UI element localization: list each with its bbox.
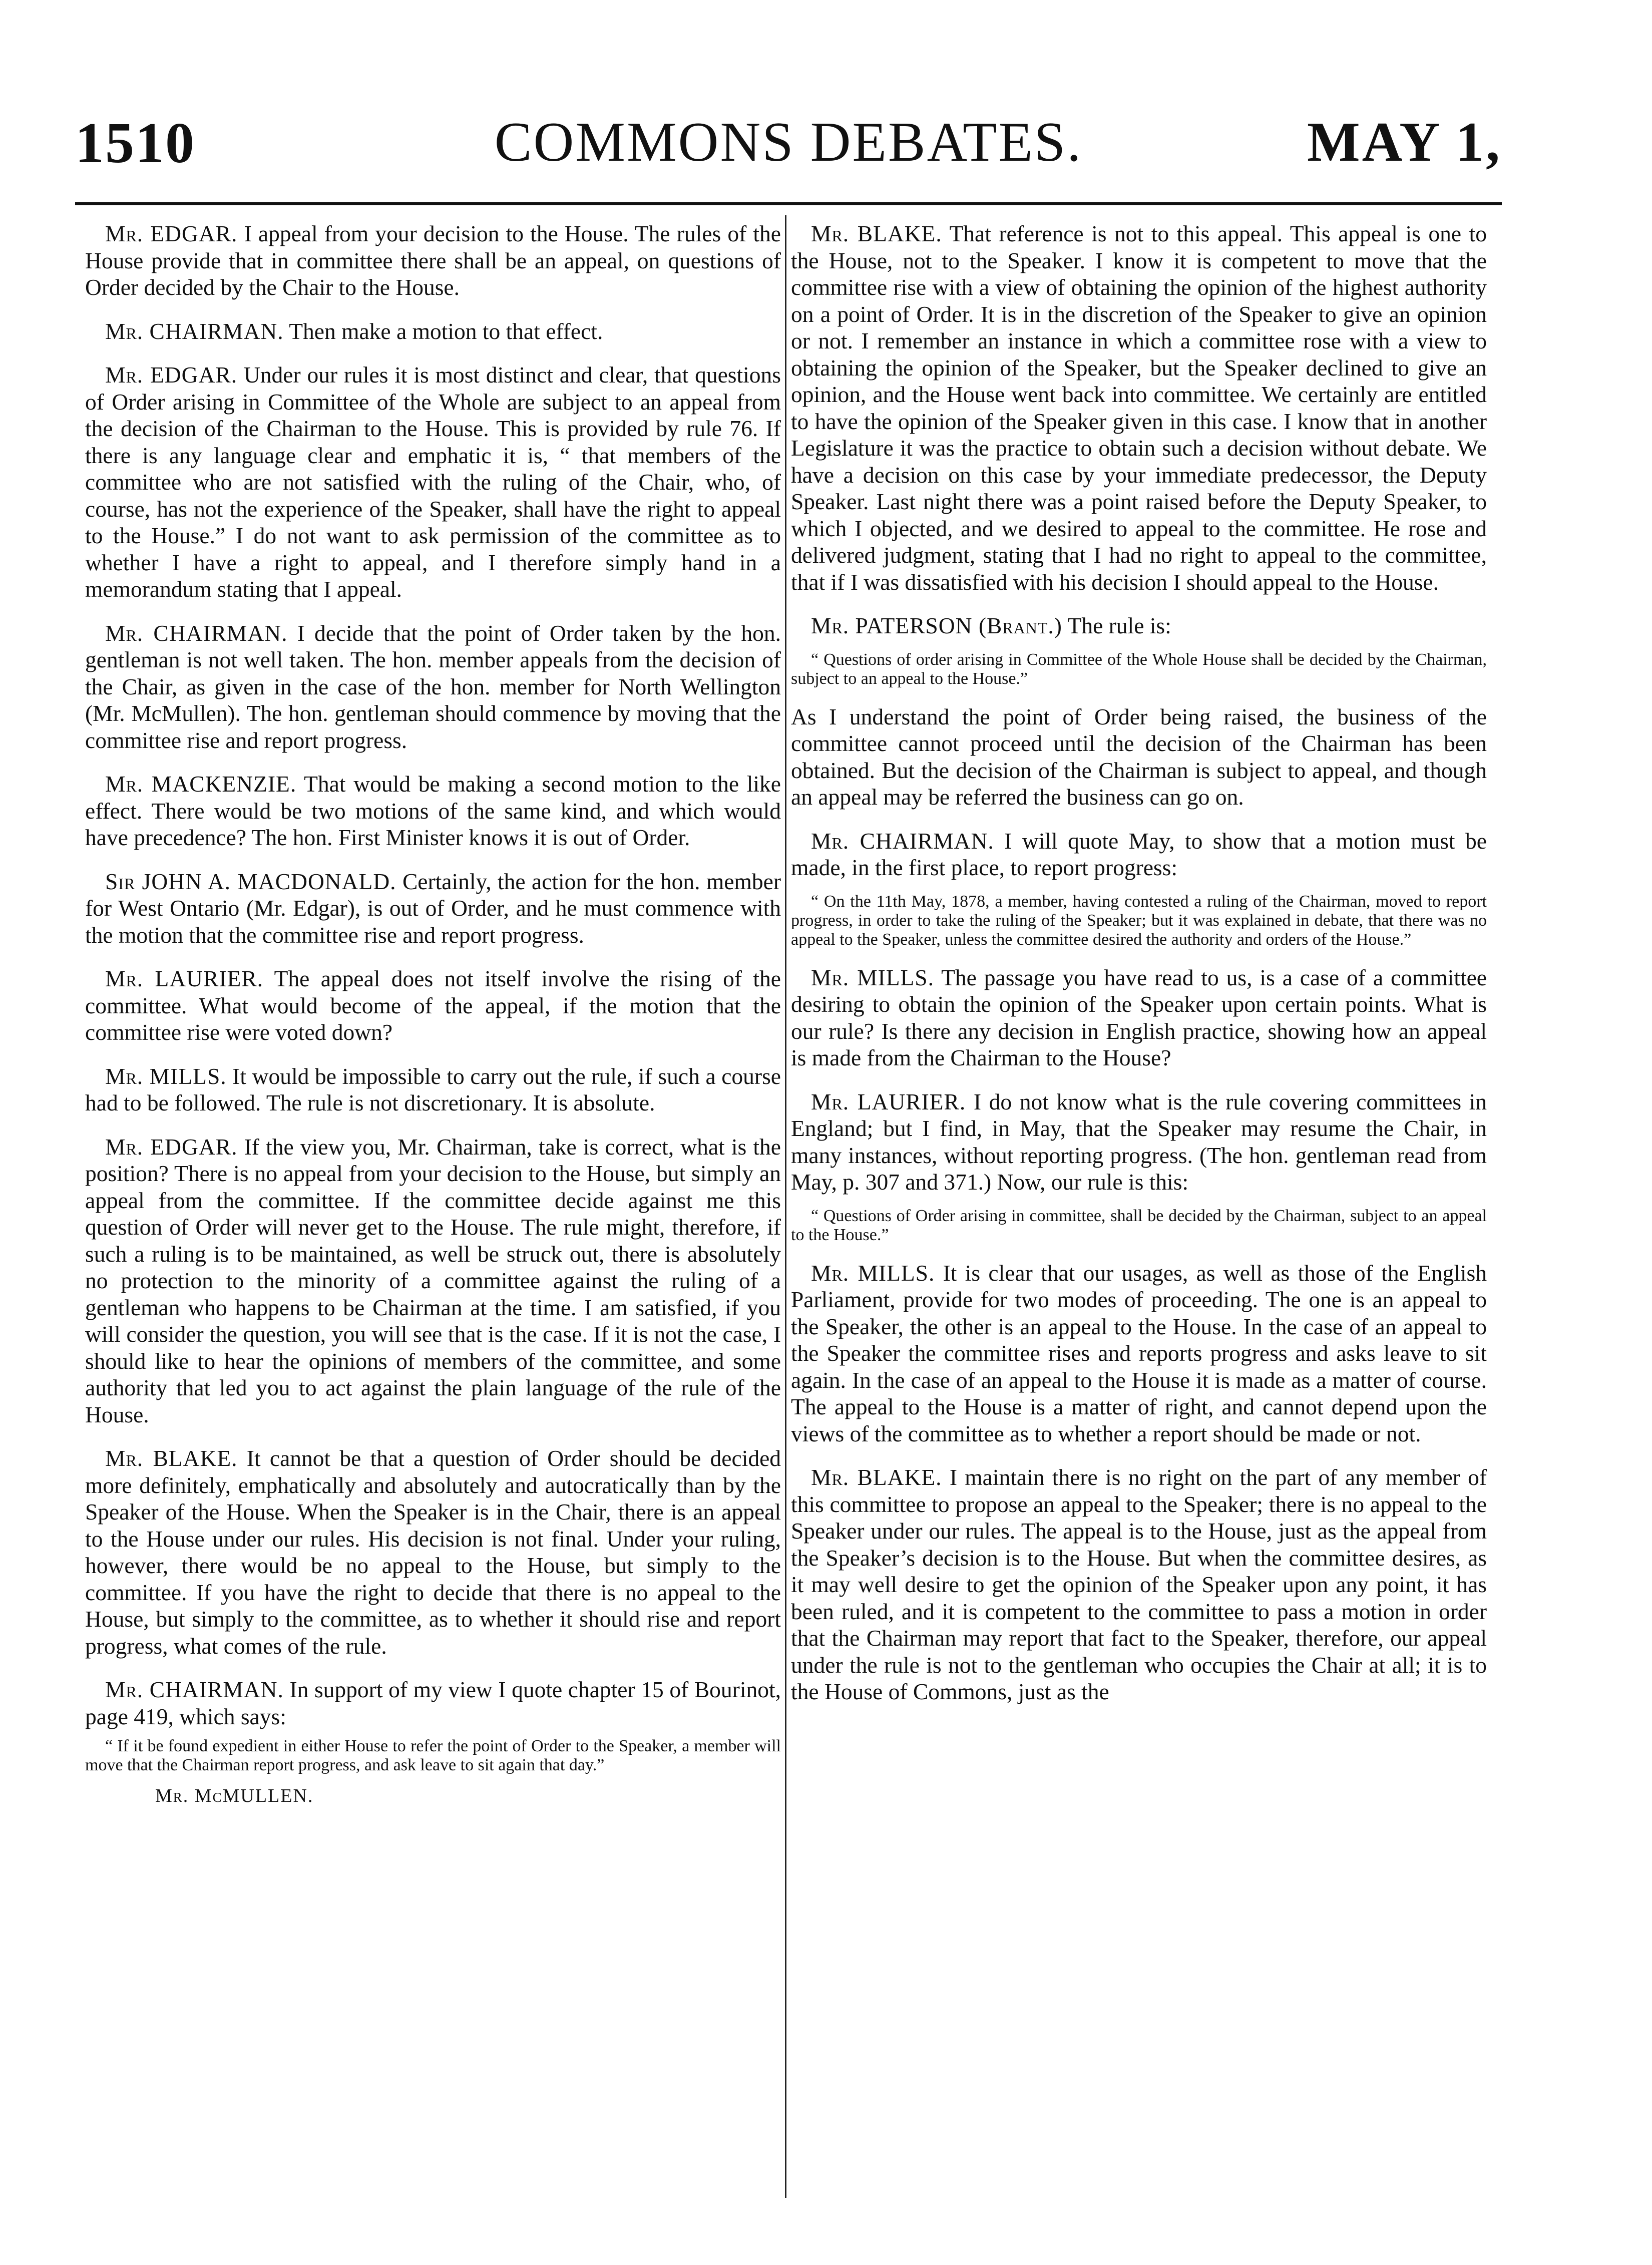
speaker-name: Mr. CHAIRMAN.	[811, 828, 994, 854]
speaker-name: Mr. BLAKE.	[105, 1445, 238, 1471]
speaker-name: Mr. MILLS.	[811, 964, 934, 990]
column-divider	[785, 215, 786, 2198]
speech-text: I do not know what is the rule covering committees in England; but I find, in May, that the Speaker may resume the Chair, in many instances, without reporting progress. (The hon. gentleman read from May, p. 307 and 371.) Now, our rule is this:	[791, 1088, 1487, 1195]
speech-text: That reference is not to this appeal. This appeal is one to the House, not to the Speaker. I know it is competent to move that the committee rise with a view of obtaining the opinion of the highest authority on a point of Order. It is in the discretion of the Speaker to give an opinion or not. I remember an instance in which a committee rose with a view to obtaining the opinion of the Speaker, but the Speaker declined to give an opinion, and the House went back into committee. We certainly are entitled to have the opinion of the Speaker given in this case. I know that in another Legislature it was the practice to obtain such a decision without debate. We have a decision on this case by your immediate predecessor, the Deputy Speaker. Last night there was a point raised before the Deputy Speaker, to which I objected, and we desired to appeal to the committee. He rose and delivered judgment, stating that I had no right to appeal to the committee, that if I was dissatisfied with his decision I should appeal to the House.	[791, 221, 1487, 595]
speech	[85, 1676, 781, 1730]
speech	[791, 220, 1487, 595]
speaker-name: Mr. EDGAR.	[105, 1134, 238, 1160]
speech	[791, 1464, 1487, 1705]
speaker-name: Mr. PATERSON (Brant.)	[811, 613, 1062, 638]
publication-title: COMMONS DEBATES.	[494, 111, 1083, 173]
speech-text: Then make a motion to that effect.	[289, 318, 603, 344]
page-number: 1510	[75, 111, 195, 175]
right-column	[791, 220, 1487, 1722]
speech-text: I will quote May, to show that a motion must be made, in the first place, to report progress:	[791, 828, 1487, 880]
left-column	[85, 220, 781, 1810]
speech-text: I decide that the point of Order taken by the hon. gentleman is not well taken. The hon. member appeals from the decision of the Chair, as given in the case of the hon. member for North Wellington (Mr. McMullen). The hon. gentleman should commence by moving that the committee rise and report progress.	[85, 620, 781, 753]
speaker-name: Mr. LAURIER.	[105, 966, 264, 991]
speech-text: It cannot be that a question of Order should be decided more definitely, emphatically and absolutely and autocratically than by the Speaker of the House. When the Speaker is in the Chair, there is an appeal to the House under our rules. His decision is not final. Under your ruling, however, there would be no appeal to the House, but simply to the committee. If you have the right to decide that there is no appeal to the House, but simply to the committee, as to whether it should rise and report progress, what comes of the rule.	[85, 1445, 781, 1659]
block-quote: “ Questions of Order arising in committee, shall be decided by the Chairman, subject to an appeal to the House.”	[791, 1206, 1487, 1244]
speaker-name: Mr. EDGAR.	[105, 362, 238, 388]
speaker-name: Mr. CHAIRMAN.	[105, 1677, 284, 1702]
speaker-name: Sir JOHN A. MACDONALD.	[105, 868, 396, 894]
speech	[85, 1445, 781, 1659]
speech-text: The passage you have read to us, is a case of a committee desiring to obtain the opinion of the Speaker upon certain points. What is our rule? Is there any decision in English practice, showing how an appeal is made from the Chairman to the House?	[791, 964, 1487, 1070]
speech	[85, 620, 781, 754]
speaker-name: Mr. CHAIRMAN.	[105, 620, 288, 646]
block-quote: “ If it be found expedient in either House to refer the point of Order to the Speaker, a member will move that the Chairman report progress, and ask leave to sit again that day.”	[85, 1737, 781, 1774]
speaker-name: Mr. LAURIER.	[811, 1088, 966, 1114]
speaker-name: Mr. CHAIRMAN.	[105, 318, 284, 344]
speaker-name: Mr. MACKENZIE.	[105, 771, 297, 797]
speech-text: It is clear that our usages, as well as those of the English Parliament, provide for two modes of proceeding. The one is an appeal to the Speaker, the other is an appeal to the House. In the case of an appeal to the Speaker the committee rises and reports progress and asks leave to sit again. In the case of an appeal to the House it is made as a matter of course. The appeal to the House is a matter of right, and cannot depend upon the views of the committee as to whether a report should be made or not.	[791, 1260, 1487, 1446]
speech-text: The rule is:	[1067, 613, 1171, 638]
speaker-name: Mr. MILLS.	[105, 1063, 227, 1089]
speech	[791, 828, 1487, 881]
speaker-name: Mr. MILLS.	[811, 1260, 935, 1286]
running-header	[75, 90, 1502, 190]
header-rule	[75, 202, 1502, 205]
speech-text: It would be impossible to carry out the rule, if such a course had to be followed. The rule is not discretionary. It is absolute.	[85, 1063, 781, 1115]
continuation-paragraph: As I understand the point of Order being raised, the business of the committee cannot proceed until the decision of the Chairman has been obtained. But the decision of the Chairman is subject to appeal, and though an appeal may be referred the business can go on.	[791, 703, 1487, 810]
speech-text: In support of my view I quote chapter 15 of Bourinot, page 419, which says:	[85, 1677, 781, 1729]
speech-text: If the view you, Mr. Chairman, take is correct, what is the position? There is no appeal from your decision to the House, but simply an appeal from the committee. If the committee decide against me this question of Order will never get to the House. The rule might, therefore, if such a ruling is to be maintained, as well be struck out, there is absolutely no protection to the minority of a committee against the ruling of a gentleman who happens to be Chairman at the time. I am satisfied, if you will consider the question, you will see that is the case. If it is not the case, I should like to hear the opinions of members of the committee, and some authority that led you to act against the plain language of the rule of the House.	[85, 1134, 781, 1427]
speech	[85, 220, 781, 301]
speech	[791, 1260, 1487, 1447]
speech	[85, 1063, 781, 1116]
block-quote: “ On the 11th May, 1878, a member, having contested a ruling of the Chairman, moved to report progress, in order to take the ruling of the Speaker; but it was explained in debate, that there was no appeal to the Speaker, unless the committee desired the authority and orders of the House.”	[791, 892, 1487, 949]
header-date: MAY 1,	[1307, 111, 1502, 173]
speaker-name: Mr. EDGAR.	[105, 221, 238, 246]
signature: Mr. McMULLEN.	[155, 1785, 314, 1806]
speech	[791, 1088, 1487, 1196]
block-quote: “ Questions of order arising in Committee of the Whole House shall be decided by the Chairman, subject to an appeal to the House.”	[791, 650, 1487, 688]
speech	[85, 361, 781, 603]
speaker-name: Mr. BLAKE.	[811, 1464, 942, 1490]
speaker-name: Mr. BLAKE.	[811, 221, 942, 246]
speech-text: Under our rules it is most distinct and clear, that questions of Order arising in Committee of the Whole are subject to an appeal from the decision of the Chairman to the House. This is provided by rule 76. If there is any language clear and emphatic it is, “ that members of the committee who are not satisfied with the ruling of the Chair, who, of course, has not the experience of the Speaker, shall have the right to appeal to the House.” I do not want to ask permission of the committee as to whether I have a right to appeal, and I therefore simply hand in a memorandum stating that I appeal.	[85, 362, 781, 602]
speech	[85, 318, 781, 345]
speech-text: The appeal does not itself involve the rising of the committee. What would become of the appeal, if the motion that the committee rise were voted down?	[85, 966, 781, 1045]
speech-text: I maintain there is no right on the part of any member of this committee to propose an appeal to the Speaker; there is no appeal to the Speaker under our rules. The appeal is to the House, just as the appeal from the Speaker’s decision is to the House. But when the committee desires, as it may well desire to get the opinion of the Speaker upon any point, it has been ruled, and it is competent to the committee to pass a motion in order that the Chairman may report that fact to the Speaker, therefore, our appeal under the rule is not to the gentleman who occupies the Chair at all; it is to the House of Commons, just as the	[791, 1464, 1487, 1704]
speech	[85, 1134, 781, 1428]
speech	[791, 964, 1487, 1071]
speech-text: I appeal from your decision to the House. The rules of the House provide that in committee there shall be an appeal, on questions of Order decided by the Chair to the House.	[85, 221, 781, 300]
speech-text: That would be making a second motion to the like effect. There would be two motions of the same kind, and which would have precedence? The hon. First Minister knows it is out of Order.	[85, 771, 781, 850]
speech-text: Certainly, the action for the hon. member for West Ontario (Mr. Edgar), is out of Order, and he must commence with the motion that the committee rise and report progress.	[85, 868, 781, 948]
speech	[85, 965, 781, 1046]
speech	[85, 868, 781, 949]
speech	[85, 771, 781, 851]
speech	[791, 612, 1487, 639]
